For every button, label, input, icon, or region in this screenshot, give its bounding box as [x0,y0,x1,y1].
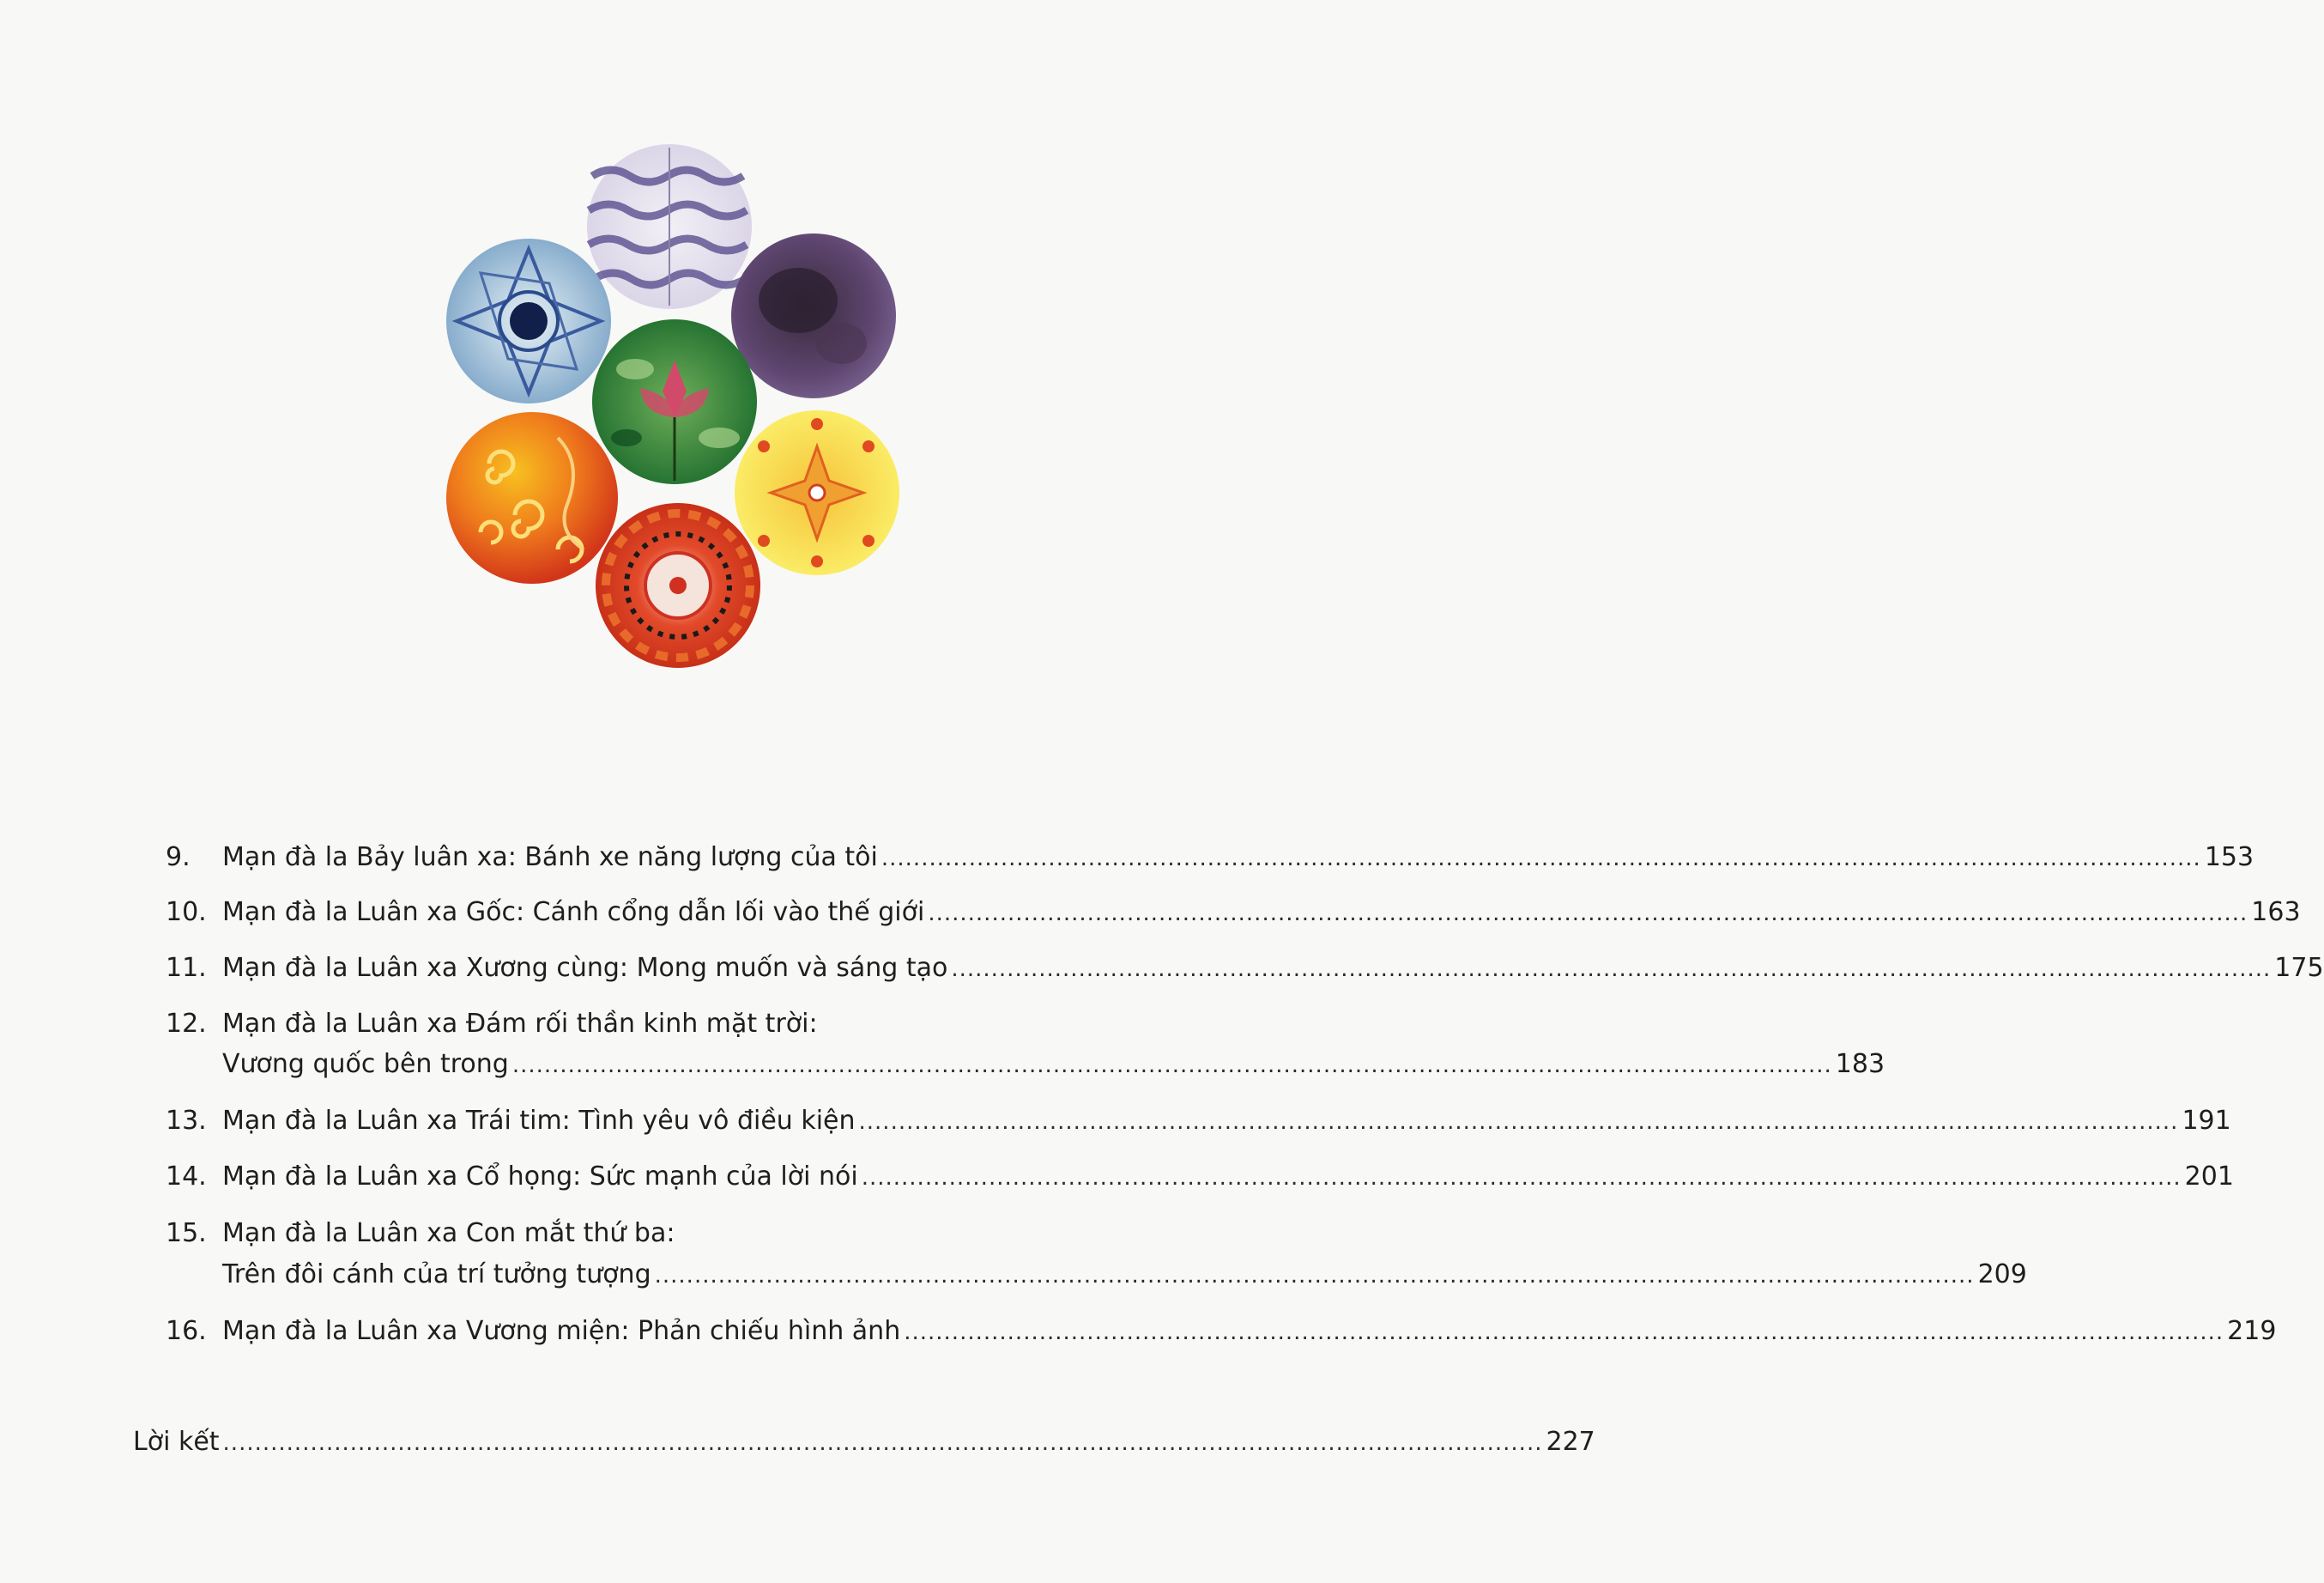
leader-dots: ...................................................................................................................................................................... [951,956,2272,982]
toc-entry-number: 11. [166,953,207,983]
toc-entry-title: Mạn đà la Bảy luân xa: Bánh xe năng lượng của tôi [222,842,878,872]
leader-dots: ...................................................................................................................................................................... [858,1109,2179,1135]
leader-dots: ...................................................................................................................................................................... [881,846,2201,871]
toc-entry-number: 12. [166,1009,207,1039]
toc-entry-page: 191 [2182,1106,2231,1136]
sacral-mandala-circle [446,412,618,584]
toc-entry-page: 201 [2184,1161,2234,1192]
toc-entry-title: Vương quốc bên trong [222,1049,509,1079]
throat-mandala-circle [731,234,896,398]
toc-entry-number: 9. [166,842,191,872]
leader-dots: ...................................................................................................................................................................... [511,1052,1832,1078]
epilogue-title: Lời kết [133,1427,220,1457]
toc-entry-title: Mạn đà la Luân xa Vương miện: Phản chiếu hình ảnh [222,1316,901,1346]
toc-entry-page: 183 [1835,1049,1885,1079]
toc-entry-title: Trên đôi cánh của trí tưởng tượng [222,1259,651,1289]
toc-entry-number: 16. [166,1316,207,1346]
toc-entry-title: Mạn đà la Luân xa Con mắt thứ ba: [222,1218,675,1248]
toc-entry-number: 15. [166,1218,207,1248]
toc-entry-title: Mạn đà la Luân xa Trái tim: Tình yêu vô điều kiện [222,1106,856,1136]
toc-entry-page: 153 [2204,842,2254,872]
third-eye-mandala-circle [446,239,611,403]
toc-entry-title: Mạn đà la Luân xa Cổ họng: Sức mạnh của lời nói [222,1161,858,1192]
toc-entry-title: Mạn đà la Luân xa Gốc: Cánh cổng dẫn lối vào thế giới [222,897,925,927]
leader-dots: ...................................................................................................................................................................... [928,901,2248,926]
root-mandala-circle [596,503,760,668]
leader-dots: ...................................................................................................................................................................... [861,1165,2182,1191]
toc-entry-title: Mạn đà la Luân xa Đám rối thần kinh mặt trời: [222,1009,818,1039]
toc-entry-page: 163 [2251,897,2301,927]
toc-entry-number: 14. [166,1161,207,1192]
toc-entry-page: 219 [2227,1316,2277,1346]
leader-dots: ...................................................................................................................................................................... [654,1263,1975,1289]
heart-mandala-circle [592,319,757,484]
toc-entry-number: 13. [166,1106,207,1136]
leader-dots: ...................................................................................................................................................................... [904,1319,2224,1345]
toc-entry-number: 10. [166,897,207,927]
toc-entry-page: 175 [2274,953,2324,983]
crown-mandala-circle [587,144,752,309]
toc-entry-title: Mạn đà la Luân xa Xương cùng: Mong muốn và sáng tạo [222,953,948,983]
toc-entry-page: 209 [1977,1259,2027,1289]
solar-plexus-mandala-circle [735,410,899,575]
epilogue-page: 227 [1546,1427,1595,1457]
leader-dots: ...................................................................................................................................................................... [222,1430,1543,1456]
